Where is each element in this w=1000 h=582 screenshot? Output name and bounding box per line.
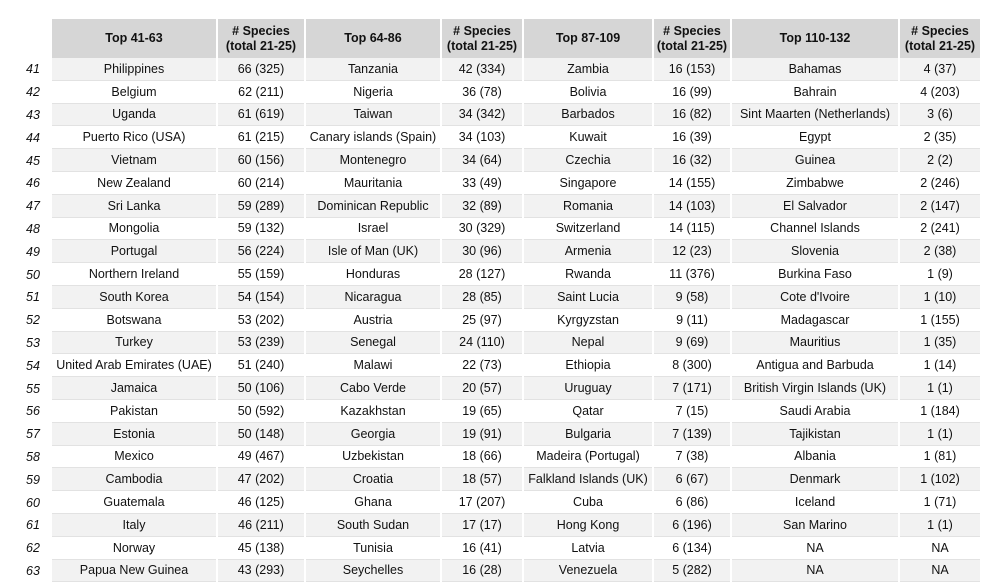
group1-country-cell: Mongolia xyxy=(52,218,216,241)
table-row xyxy=(26,172,980,195)
rank-header xyxy=(26,19,50,58)
group2-country-cell: Nigeria xyxy=(306,81,440,104)
group2-species-header xyxy=(442,19,522,58)
group4-country-cell: Denmark xyxy=(732,468,898,491)
rank-cell: 48 xyxy=(26,221,40,236)
group1-species-cell: 61 (619) xyxy=(218,104,304,127)
group2-country-cell: Nicaragua xyxy=(306,286,440,309)
group3-species-cell: 6 (196) xyxy=(654,514,730,537)
rank-cell: 59 xyxy=(26,472,40,487)
group3-country-cell: Qatar xyxy=(524,400,652,423)
group1-species-cell: 46 (125) xyxy=(218,491,304,514)
rank-cell: 60 xyxy=(26,495,40,510)
group3-species-cell: 16 (32) xyxy=(654,149,730,172)
group1-country-cell: Estonia xyxy=(52,423,216,446)
group4-species-cell: 4 (37) xyxy=(900,58,980,81)
group3-species-cell: 14 (155) xyxy=(654,172,730,195)
group1-country-cell: Vietnam xyxy=(52,149,216,172)
rank-cell: 52 xyxy=(26,313,40,328)
table-row xyxy=(26,104,980,127)
group3-species-cell: 8 (300) xyxy=(654,354,730,377)
group4-country-cell: Antigua and Barbuda xyxy=(732,354,898,377)
group1-country-cell: Jamaica xyxy=(52,377,216,400)
group1-species-cell: 59 (289) xyxy=(218,195,304,218)
group3-species-cell: 9 (11) xyxy=(654,309,730,332)
group4-country-cell: Slovenia xyxy=(732,240,898,263)
table-row xyxy=(26,491,980,514)
group4-country-cell: El Salvador xyxy=(732,195,898,218)
group2-species-cell: 19 (91) xyxy=(442,423,522,446)
group2-country-cell: Mauritania xyxy=(306,172,440,195)
rank-cell: 55 xyxy=(26,381,40,396)
species-header-line2: (total 21-25) xyxy=(656,38,728,53)
group3-country-cell: Latvia xyxy=(524,537,652,560)
table-row xyxy=(26,514,980,537)
species-header-line2: (total 21-25) xyxy=(904,38,976,53)
group3-species-cell: 12 (23) xyxy=(654,240,730,263)
group4-species-header xyxy=(900,19,980,58)
species-header-line1: # Species xyxy=(453,23,511,38)
group3-country-cell: Kyrgyzstan xyxy=(524,309,652,332)
group2-country-cell: Austria xyxy=(306,309,440,332)
group1-country-cell: Uganda xyxy=(52,104,216,127)
table-row xyxy=(26,263,980,286)
group1-species-cell: 60 (156) xyxy=(218,149,304,172)
rank-cell: 45 xyxy=(26,153,40,168)
species-header-line1: # Species xyxy=(663,23,721,38)
group4-country-cell: Egypt xyxy=(732,126,898,149)
group1-country-cell: Italy xyxy=(52,514,216,537)
group1-country-cell: Belgium xyxy=(52,81,216,104)
group1-country-cell: Sri Lanka xyxy=(52,195,216,218)
group1-species-cell: 50 (106) xyxy=(218,377,304,400)
group2-species-cell: 17 (17) xyxy=(442,514,522,537)
group2-country-cell: Tanzania xyxy=(306,58,440,81)
rank-cell: 53 xyxy=(26,335,40,350)
group3-country-cell: Singapore xyxy=(524,172,652,195)
group4-species-cell: 2 (2) xyxy=(900,149,980,172)
rank-cell: 58 xyxy=(26,449,40,464)
group1-species-cell: 46 (211) xyxy=(218,514,304,537)
group1-country-cell: Norway xyxy=(52,537,216,560)
rank-cell: 50 xyxy=(26,267,40,282)
group3-country-cell: Hong Kong xyxy=(524,514,652,537)
group2-species-cell: 24 (110) xyxy=(442,332,522,355)
group3-species-cell: 7 (171) xyxy=(654,377,730,400)
group4-country-header xyxy=(732,19,898,58)
table-row xyxy=(26,468,980,491)
group3-country-cell: Cuba xyxy=(524,491,652,514)
group2-species-cell: 34 (103) xyxy=(442,126,522,149)
group1-species-cell: 53 (239) xyxy=(218,332,304,355)
rank-cell: 51 xyxy=(26,290,40,305)
group1-country-cell: Turkey xyxy=(52,332,216,355)
table-row xyxy=(26,309,980,332)
header-row xyxy=(26,19,980,58)
group4-species-cell: 1 (1) xyxy=(900,377,980,400)
group3-species-cell: 7 (15) xyxy=(654,400,730,423)
group4-species-cell: 1 (71) xyxy=(900,491,980,514)
group3-country-cell: Rwanda xyxy=(524,263,652,286)
group4-species-cell: 3 (6) xyxy=(900,104,980,127)
group2-species-cell: 30 (96) xyxy=(442,240,522,263)
group2-country-cell: Kazakhstan xyxy=(306,400,440,423)
rank-cell: 47 xyxy=(26,199,40,214)
rank-cell: 63 xyxy=(26,563,40,578)
table-row xyxy=(26,332,980,355)
group4-country-cell: NA xyxy=(732,537,898,560)
group3-country-cell: Barbados xyxy=(524,104,652,127)
group2-species-cell: 19 (65) xyxy=(442,400,522,423)
group1-country-header xyxy=(52,19,216,58)
group1-species-cell: 66 (325) xyxy=(218,58,304,81)
group3-species-cell: 9 (58) xyxy=(654,286,730,309)
group2-country-cell: Isle of Man (UK) xyxy=(306,240,440,263)
group4-country-cell: Tajikistan xyxy=(732,423,898,446)
group2-country-cell: Georgia xyxy=(306,423,440,446)
group2-country-cell: Croatia xyxy=(306,468,440,491)
group3-species-cell: 14 (115) xyxy=(654,218,730,241)
group1-country-cell: Pakistan xyxy=(52,400,216,423)
rank-cell: 57 xyxy=(26,427,40,442)
table-row xyxy=(26,58,980,81)
group4-species-cell: 1 (35) xyxy=(900,332,980,355)
group4-country-cell: Bahamas xyxy=(732,58,898,81)
group2-species-cell: 16 (41) xyxy=(442,537,522,560)
group1-species-cell: 50 (148) xyxy=(218,423,304,446)
group1-country-cell: Puerto Rico (USA) xyxy=(52,126,216,149)
group4-country-cell: Guinea xyxy=(732,149,898,172)
group4-country-cell: NA xyxy=(732,560,898,582)
group4-species-cell: 1 (81) xyxy=(900,446,980,469)
group4-country-cell: Cote d'Ivoire xyxy=(732,286,898,309)
group2-species-cell: 34 (342) xyxy=(442,104,522,127)
group1-country-cell: Guatemala xyxy=(52,491,216,514)
group2-country-cell: Taiwan xyxy=(306,104,440,127)
group4-species-cell: NA xyxy=(900,560,980,582)
group2-species-cell: 28 (127) xyxy=(442,263,522,286)
group4-country-cell: Channel Islands xyxy=(732,218,898,241)
group1-country-cell: Portugal xyxy=(52,240,216,263)
group3-country-cell: Saint Lucia xyxy=(524,286,652,309)
rank-cell: 56 xyxy=(26,404,40,419)
group3-country-cell: Zambia xyxy=(524,58,652,81)
species-header-line2: (total 21-25) xyxy=(446,38,518,53)
group4-country-cell: Burkina Faso xyxy=(732,263,898,286)
group1-species-cell: 55 (159) xyxy=(218,263,304,286)
group3-country-cell: Bulgaria xyxy=(524,423,652,446)
group2-country-cell: Honduras xyxy=(306,263,440,286)
group3-species-cell: 16 (39) xyxy=(654,126,730,149)
group3-species-cell: 6 (134) xyxy=(654,537,730,560)
group1-country-cell: Botswana xyxy=(52,309,216,332)
group3-country-cell: Venezuela xyxy=(524,560,652,582)
group4-country-cell: Madagascar xyxy=(732,309,898,332)
group4-species-cell: 1 (184) xyxy=(900,400,980,423)
group4-species-cell: 2 (38) xyxy=(900,240,980,263)
group1-country-cell: New Zealand xyxy=(52,172,216,195)
group3-country-cell: Madeira (Portugal) xyxy=(524,446,652,469)
group1-species-header xyxy=(218,19,304,58)
group1-species-cell: 45 (138) xyxy=(218,537,304,560)
group1-species-cell: 60 (214) xyxy=(218,172,304,195)
group2-country-cell: South Sudan xyxy=(306,514,440,537)
group2-country-cell: Malawi xyxy=(306,354,440,377)
group3-species-cell: 6 (67) xyxy=(654,468,730,491)
group2-species-cell: 28 (85) xyxy=(442,286,522,309)
group2-species-cell: 18 (66) xyxy=(442,446,522,469)
group4-species-cell: NA xyxy=(900,537,980,560)
species-header-line1: # Species xyxy=(232,23,290,38)
group3-species-cell: 16 (99) xyxy=(654,81,730,104)
group1-species-cell: 51 (240) xyxy=(218,354,304,377)
table-row xyxy=(26,354,980,377)
group3-country-cell: Bolivia xyxy=(524,81,652,104)
group3-species-cell: 11 (376) xyxy=(654,263,730,286)
group2-country-cell: Senegal xyxy=(306,332,440,355)
table-row xyxy=(26,400,980,423)
group2-country-header-text: Top 64-86 xyxy=(344,31,402,45)
group4-species-cell: 1 (155) xyxy=(900,309,980,332)
group1-country-cell: Philippines xyxy=(52,58,216,81)
table-row xyxy=(26,560,980,582)
group1-species-cell: 54 (154) xyxy=(218,286,304,309)
rank-cell: 43 xyxy=(26,107,40,122)
group4-species-cell: 2 (241) xyxy=(900,218,980,241)
group4-country-cell: Mauritius xyxy=(732,332,898,355)
group2-country-cell: Ghana xyxy=(306,491,440,514)
group4-species-cell: 2 (246) xyxy=(900,172,980,195)
table-row xyxy=(26,423,980,446)
group3-country-cell: Czechia xyxy=(524,149,652,172)
rank-cell: 46 xyxy=(26,176,40,191)
rank-cell: 42 xyxy=(26,85,40,100)
group2-country-cell: Montenegro xyxy=(306,149,440,172)
group2-species-cell: 25 (97) xyxy=(442,309,522,332)
table-row xyxy=(26,377,980,400)
group4-species-cell: 1 (1) xyxy=(900,423,980,446)
table-body xyxy=(26,58,980,582)
group2-country-cell: Israel xyxy=(306,218,440,241)
table-row xyxy=(26,195,980,218)
group2-country-cell: Tunisia xyxy=(306,537,440,560)
group1-country-cell: United Arab Emirates (UAE) xyxy=(52,354,216,377)
group1-species-cell: 49 (467) xyxy=(218,446,304,469)
group3-country-header xyxy=(524,19,652,58)
group1-country-cell: Northern Ireland xyxy=(52,263,216,286)
group2-country-header xyxy=(306,19,440,58)
rank-cell: 62 xyxy=(26,541,40,556)
group2-species-cell: 20 (57) xyxy=(442,377,522,400)
table-row xyxy=(26,149,980,172)
table-row xyxy=(26,126,980,149)
group2-species-cell: 32 (89) xyxy=(442,195,522,218)
group4-country-cell: Sint Maarten (Netherlands) xyxy=(732,104,898,127)
group4-species-cell: 1 (9) xyxy=(900,263,980,286)
group1-country-cell: Mexico xyxy=(52,446,216,469)
group2-species-cell: 42 (334) xyxy=(442,58,522,81)
group3-species-cell: 7 (38) xyxy=(654,446,730,469)
group4-species-cell: 1 (1) xyxy=(900,514,980,537)
group4-country-cell: Albania xyxy=(732,446,898,469)
group3-species-cell: 6 (86) xyxy=(654,491,730,514)
group4-country-cell: Saudi Arabia xyxy=(732,400,898,423)
group4-country-cell: Iceland xyxy=(732,491,898,514)
table-row xyxy=(26,286,980,309)
rank-cell: 54 xyxy=(26,358,40,373)
group3-species-cell: 7 (139) xyxy=(654,423,730,446)
table-row xyxy=(26,81,980,104)
group3-country-cell: Uruguay xyxy=(524,377,652,400)
group4-country-header-text: Top 110-132 xyxy=(779,31,851,45)
group3-country-cell: Ethiopia xyxy=(524,354,652,377)
group2-species-cell: 18 (57) xyxy=(442,468,522,491)
group3-species-cell: 16 (153) xyxy=(654,58,730,81)
rank-cell: 49 xyxy=(26,244,40,259)
group3-species-cell: 9 (69) xyxy=(654,332,730,355)
table-row xyxy=(26,446,980,469)
group3-country-cell: Armenia xyxy=(524,240,652,263)
table-row xyxy=(26,240,980,263)
group1-species-cell: 61 (215) xyxy=(218,126,304,149)
group4-species-cell: 4 (203) xyxy=(900,81,980,104)
table-row xyxy=(26,537,980,560)
group2-country-cell: Dominican Republic xyxy=(306,195,440,218)
group2-country-cell: Canary islands (Spain) xyxy=(306,126,440,149)
group1-country-cell: Cambodia xyxy=(52,468,216,491)
group3-country-cell: Switzerland xyxy=(524,218,652,241)
group1-species-cell: 56 (224) xyxy=(218,240,304,263)
group1-species-cell: 53 (202) xyxy=(218,309,304,332)
group1-species-cell: 62 (211) xyxy=(218,81,304,104)
group2-species-cell: 30 (329) xyxy=(442,218,522,241)
group3-species-header xyxy=(654,19,730,58)
group1-species-cell: 47 (202) xyxy=(218,468,304,491)
group3-country-cell: Nepal xyxy=(524,332,652,355)
rank-cell: 41 xyxy=(26,62,40,77)
group1-species-cell: 50 (592) xyxy=(218,400,304,423)
species-table xyxy=(24,19,982,582)
group4-country-cell: Bahrain xyxy=(732,81,898,104)
group2-species-cell: 16 (28) xyxy=(442,560,522,582)
group3-country-cell: Falkland Islands (UK) xyxy=(524,468,652,491)
group1-country-header-text: Top 41-63 xyxy=(105,31,163,45)
species-header-line2: (total 21-25) xyxy=(225,38,297,53)
group2-species-cell: 33 (49) xyxy=(442,172,522,195)
group3-country-cell: Romania xyxy=(524,195,652,218)
group2-species-cell: 17 (207) xyxy=(442,491,522,514)
rank-cell: 61 xyxy=(26,518,40,533)
group3-species-cell: 16 (82) xyxy=(654,104,730,127)
group2-country-cell: Seychelles xyxy=(306,560,440,582)
group3-species-cell: 5 (282) xyxy=(654,560,730,582)
group2-country-cell: Uzbekistan xyxy=(306,446,440,469)
group3-species-cell: 14 (103) xyxy=(654,195,730,218)
group1-species-cell: 43 (293) xyxy=(218,560,304,582)
group4-species-cell: 2 (35) xyxy=(900,126,980,149)
group2-country-cell: Cabo Verde xyxy=(306,377,440,400)
group1-country-cell: Papua New Guinea xyxy=(52,560,216,582)
rank-cell: 44 xyxy=(26,130,40,145)
species-header-line1: # Species xyxy=(911,23,969,38)
group4-species-cell: 1 (10) xyxy=(900,286,980,309)
group1-species-cell: 59 (132) xyxy=(218,218,304,241)
group2-species-cell: 34 (64) xyxy=(442,149,522,172)
group2-species-cell: 22 (73) xyxy=(442,354,522,377)
group4-species-cell: 1 (102) xyxy=(900,468,980,491)
table-row xyxy=(26,218,980,241)
group3-country-header-text: Top 87-109 xyxy=(555,31,621,45)
group1-country-cell: South Korea xyxy=(52,286,216,309)
group4-country-cell: Zimbabwe xyxy=(732,172,898,195)
group2-species-cell: 36 (78) xyxy=(442,81,522,104)
group4-species-cell: 2 (147) xyxy=(900,195,980,218)
group4-country-cell: San Marino xyxy=(732,514,898,537)
group4-species-cell: 1 (14) xyxy=(900,354,980,377)
group4-country-cell: British Virgin Islands (UK) xyxy=(732,377,898,400)
group3-country-cell: Kuwait xyxy=(524,126,652,149)
